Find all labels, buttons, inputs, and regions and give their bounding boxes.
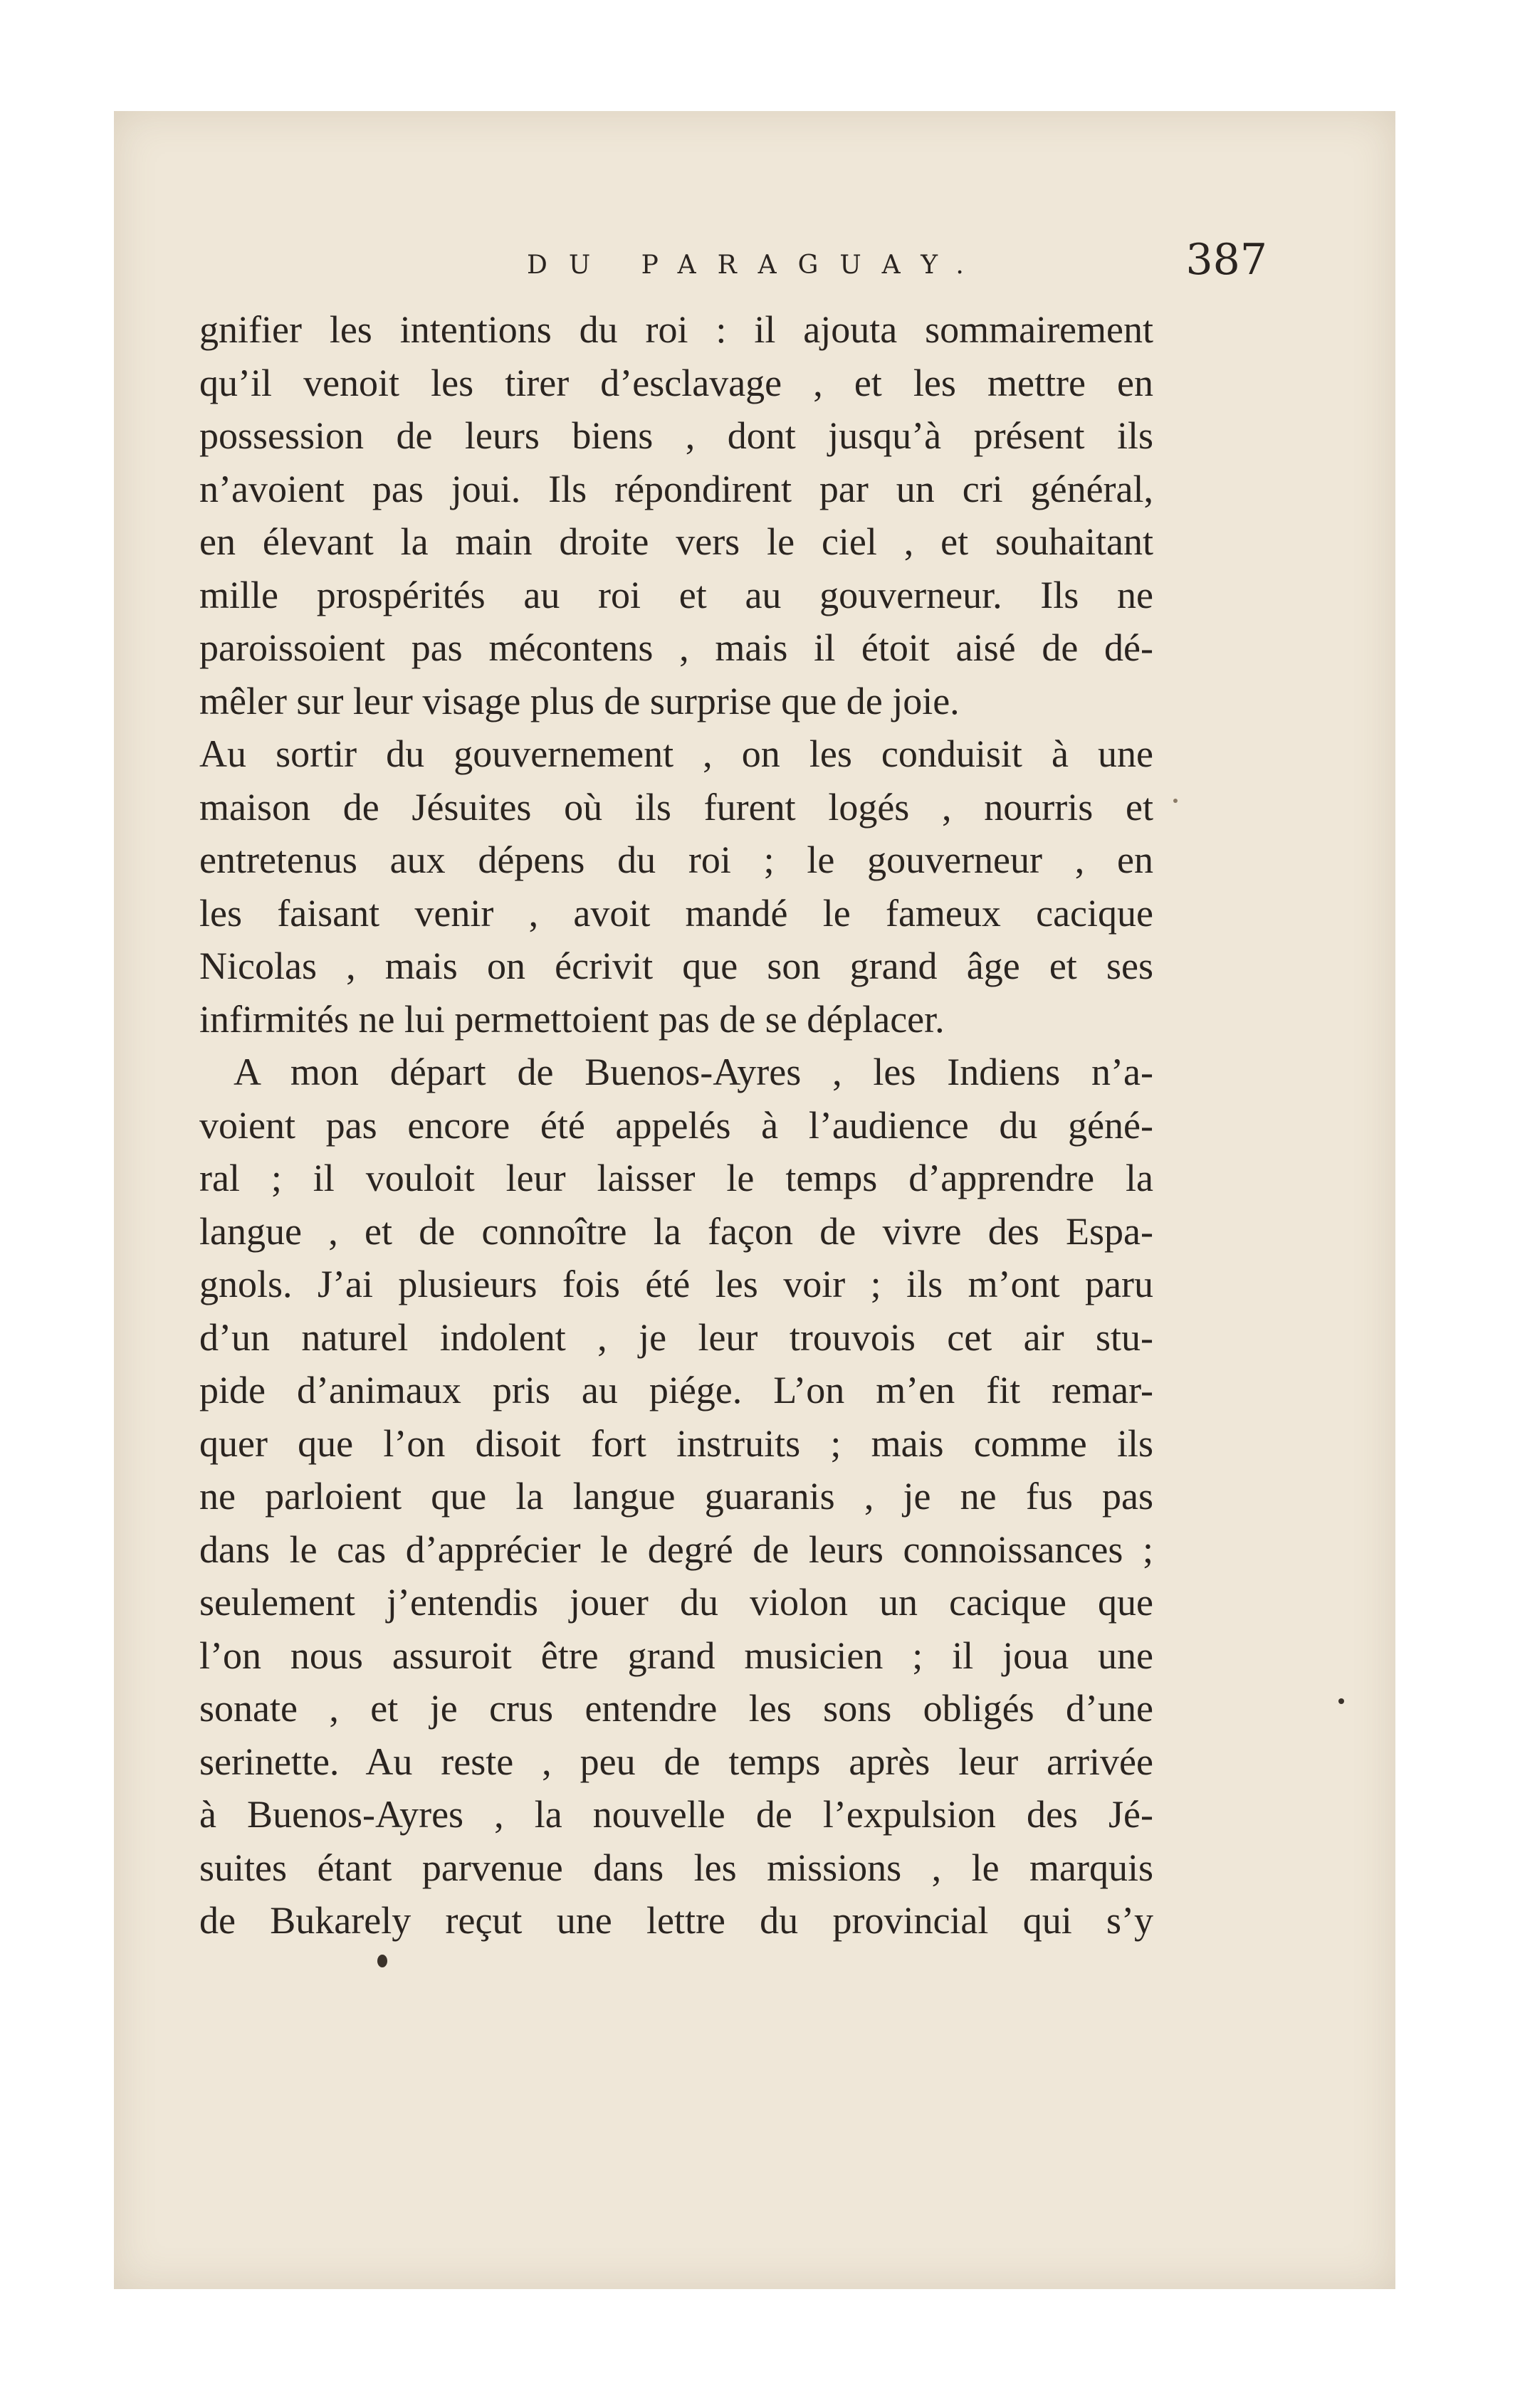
ink-speck: [1173, 799, 1178, 803]
text-line: seulement j’entendis jouer du violon un cacique que: [199, 1581, 1153, 1624]
text-line: Au sortir du gouvernement , on les conduisit à une: [199, 732, 1153, 775]
text-line: n’avoient pas joui. Ils répondirent par un cri général,: [199, 467, 1153, 510]
ink-speck: [377, 1955, 387, 1967]
text-line: mêler sur leur visage plus de surprise que de joie.: [199, 679, 960, 722]
text-line: l’on nous assuroit être grand musicien ; il joua une: [199, 1634, 1153, 1677]
running-title: DU PARAGUAY.: [527, 251, 985, 280]
ink-speck: [1338, 1698, 1344, 1704]
text-line: quer que l’on disoit fort instruits ; mais comme ils: [199, 1421, 1153, 1465]
book-page: [114, 111, 1395, 2289]
text-line: à Buenos-Ayres , la nouvelle de l’expulsion des Jé-: [199, 1793, 1153, 1836]
text-line: qu’il venoit les tirer d’esclavage , et les mettre en: [199, 361, 1153, 404]
text-line: serinette. Au reste , peu de temps après leur arrivée: [199, 1740, 1153, 1783]
text-line: pide d’animaux pris au piége. L’on m’en fit remar-: [199, 1369, 1153, 1411]
text-line: ne parloient que la langue guaranis , je ne fus pas: [199, 1475, 1153, 1518]
text-line: possession de leurs biens , dont jusqu’à présent ils: [199, 414, 1153, 457]
text-line: infirmités ne lui permettoient pas de se déplacer.: [199, 997, 945, 1041]
text-line: entretenus aux dépens du roi ; le gouverneur , en: [199, 838, 1153, 881]
text-line: les faisant venir , avoit mandé le fameux cacique: [199, 891, 1153, 935]
text-line: sonate , et je crus entendre les sons obligés d’une: [199, 1687, 1153, 1730]
text-line: Nicolas , mais on écrivit que son grand âge et ses: [199, 945, 1153, 987]
text-line: ral ; il vouloit leur laisser le temps d’apprendre la: [199, 1157, 1153, 1199]
text-line: d’un naturel indolent , je leur trouvois cet air stu-: [199, 1315, 1153, 1359]
text-line: de Bukarely reçut une lettre du provincial qui s’y: [199, 1899, 1153, 1942]
text-line: langue , et de connoître la façon de vivre des Espa-: [199, 1209, 1153, 1253]
text-line: maison de Jésuites où ils furent logés , nourris et: [199, 785, 1153, 829]
body-text: [199, 303, 1153, 1947]
page-number: 387: [1185, 235, 1267, 285]
page-header: [199, 225, 1267, 289]
text-line: mille prospérités au roi et au gouverneur. Ils ne: [199, 573, 1153, 616]
text-line: gnols. J’ai plusieurs fois été les voir ; ils m’ont paru: [199, 1263, 1153, 1305]
text-line: paroissoient pas mécontens , mais il étoit aisé de dé-: [199, 626, 1153, 669]
text-line: en élevant la main droite vers le ciel , et souhaitant: [199, 520, 1153, 563]
text-line: voient pas encore été appelés à l’audience du géné-: [199, 1103, 1153, 1147]
text-line: gnifier les intentions du roi : il ajouta sommairement: [199, 308, 1153, 351]
text-line: A mon départ de Buenos-Ayres , les Indiens n’a-: [234, 1051, 1153, 1093]
text-line: suites étant parvenue dans les missions , le marquis: [199, 1846, 1153, 1889]
text-line: dans le cas d’apprécier le degré de leurs connoissances ;: [199, 1528, 1153, 1571]
